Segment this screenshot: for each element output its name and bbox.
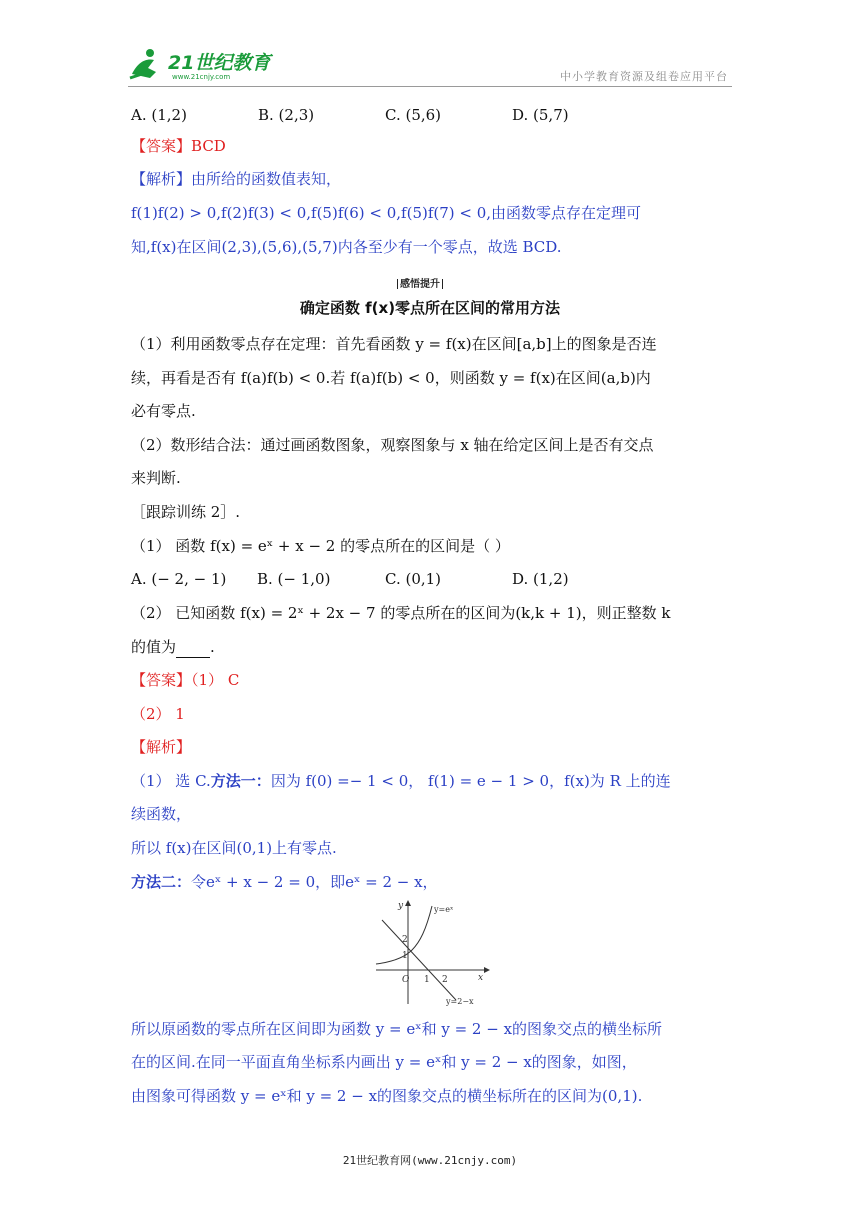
- method-one-label: 方法一：: [210, 772, 271, 790]
- training-title: ［跟踪训练 2］.: [131, 503, 241, 521]
- logo-21cnjy: [128, 44, 278, 84]
- option-d: D. (5,7): [512, 106, 569, 124]
- tick-y1: 1: [402, 951, 408, 961]
- training-q2-line-2: 的值为 .: [131, 638, 215, 656]
- training-analysis-label: 【解析】: [131, 738, 192, 756]
- insight-line-4: （2）数形结合法：通过画函数图象，观察图象与 x 轴在给定区间上是否有交点: [131, 436, 654, 454]
- insight-line-5: 来判断.: [131, 469, 181, 487]
- training-analysis-end-3: 由图象可得函数 y = eˣ和 y = 2 − x的图象交点的横坐标所在的区间为(0,1).: [131, 1087, 643, 1105]
- insight-line-3: 必有零点.: [131, 402, 196, 420]
- x-axis-label: x: [478, 973, 484, 983]
- training-answer-2: （2） 1: [131, 705, 185, 723]
- training-analysis-end-1: 所以原函数的零点所在区间即为函数 y = eˣ和 y = 2 − x的图象交点的横坐标所: [131, 1020, 663, 1038]
- training-q1: （1） 函数 f(x) = eˣ + x − 2 的零点所在的区间是（ ）: [131, 537, 510, 555]
- option-b: B. (2,3): [258, 106, 315, 124]
- y-axis-label: y: [398, 901, 404, 911]
- insight-line-1: （1）利用函数零点存在定理：首先看函数 y = f(x)在区间[a,b]上的图象是否连: [131, 335, 657, 353]
- tick-x1: 1: [424, 975, 430, 985]
- x-axis-arrow: [484, 967, 490, 973]
- page-footer: 21世纪教育网(www.21cnjy.com): [342, 1154, 518, 1167]
- answer-blank: [176, 643, 210, 658]
- q1-options: [131, 104, 569, 126]
- training-analysis-1-line-3: 所以 f(x)在区间(0,1)上有零点.: [131, 839, 337, 857]
- answer-1: （1） C: [191, 671, 240, 689]
- label-line: y=2−x: [446, 997, 474, 1006]
- y-axis-arrow: [405, 900, 411, 906]
- option-b: B. (− 1,0): [257, 570, 331, 588]
- option-a: A. (− 2, − 1): [131, 570, 227, 588]
- svg-text:www.21cnjy.com: www.21cnjy.com: [172, 73, 231, 81]
- insight-title: 确定函数 f(x)零点所在区间的常用方法: [299, 299, 561, 317]
- option-c: C. (5,6): [385, 106, 442, 124]
- option-a: A. (1,2): [131, 106, 187, 124]
- analysis-text: 由所给的函数值表知，: [191, 170, 342, 188]
- function-graph: [372, 900, 490, 1008]
- answer-label: 【答案】: [131, 137, 192, 155]
- training-q1-options: [131, 568, 569, 590]
- label-exp: y=eˣ: [434, 905, 454, 914]
- training-analysis-end-2: 在的区间.在同一平面直角坐标系内画出 y = eˣ和 y = 2 − x的图象，如图，: [131, 1053, 637, 1071]
- training-analysis-1-line-2: 续函数，: [131, 805, 192, 823]
- svg-text:21世纪教育: 21世纪教育: [168, 52, 271, 74]
- insight-line-2: 续，再看是否有 f(a)f(b) < 0.若 f(a)f(b) < 0，则函数 y = f(x)在区间(a,b)内: [131, 369, 651, 387]
- header-divider: [128, 86, 732, 87]
- q1-analysis-line-3: 知,f(x)在区间(2,3),(5,6),(5,7)内各至少有一个零点，故选 BCD.: [131, 238, 562, 256]
- q1-answer: [131, 135, 226, 157]
- method-two-label: 方法二：: [131, 873, 192, 891]
- insight-badge: 感悟提升: [395, 275, 445, 290]
- answer-label: 【答案】: [131, 671, 192, 689]
- origin-label: O: [402, 975, 410, 985]
- option-d: D. (1,2): [512, 570, 569, 588]
- answer-value: BCD: [191, 137, 226, 155]
- q1-analysis-line-2: f(1)f(2) > 0,f(2)f(3) < 0,f(5)f(6) < 0,f(5)f(7) < 0,由函数零点存在定理可: [131, 204, 642, 222]
- analysis-label: 【解析】: [131, 170, 192, 188]
- training-analysis-2: 方法二：令eˣ + x − 2 = 0，即eˣ = 2 − x，: [131, 873, 438, 891]
- header-platform-text: 中小学教育资源及组卷应用平台: [560, 70, 728, 83]
- page-header: [128, 44, 732, 90]
- training-analysis-1: （1） 选 C.方法一：因为 f(0) =− 1 < 0， f(1) = e − 1 > 0，f(x)为 R 上的连: [131, 772, 671, 790]
- option-c: C. (0,1): [385, 570, 442, 588]
- tick-x2: 2: [442, 975, 448, 985]
- training-answer: [131, 669, 239, 691]
- training-q2-line-1: （2） 已知函数 f(x) = 2ˣ + 2x − 7 的零点所在的区间为(k,k + 1)，则正整数 k: [131, 604, 671, 622]
- q1-analysis-line-1: [131, 168, 341, 190]
- tick-y2: 2: [402, 935, 408, 945]
